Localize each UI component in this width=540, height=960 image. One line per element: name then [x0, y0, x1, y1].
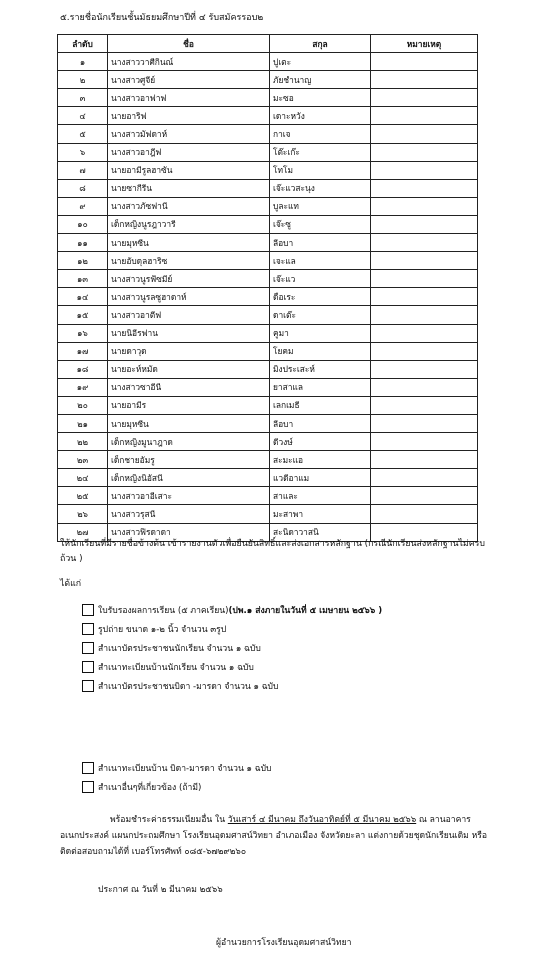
student-surname: กาเจ — [270, 125, 371, 143]
other-documents-label: สำเนาอื่นๆที่เกี่ยวข้อง (ถ้ามี) — [98, 782, 202, 793]
student-name: เด็กหญิงนิอัสนี — [108, 469, 270, 487]
row-number: ๒๕ — [58, 487, 108, 505]
student-name: นายมุหซีน — [108, 234, 270, 252]
student-remark — [371, 197, 478, 215]
student-surname: ดีวงษ์ — [270, 433, 371, 451]
student-remark — [371, 396, 478, 414]
row-number: ๒๐ — [58, 396, 108, 414]
checkbox-icon — [82, 661, 94, 673]
student-surname: ลีอบา — [270, 234, 371, 252]
checkbox-icon — [82, 604, 94, 616]
student-surname: สาและ — [270, 487, 371, 505]
parent-id-card-label: สำเนาบัตรประชาชนบิดา -มารดา จำนวน ๑ ฉบับ — [98, 681, 279, 692]
student-remark — [371, 414, 478, 432]
student-remark — [371, 324, 478, 342]
row-number: ๒ — [58, 71, 108, 89]
checkbox-icon — [82, 623, 94, 635]
row-number: ๑๒ — [58, 252, 108, 270]
student-name: นางสาวรุสนี — [108, 505, 270, 523]
student-remark — [371, 215, 478, 233]
checkbox-icon — [82, 781, 94, 793]
instruction-text: ให้นักเรียนที่มีรายชื่อข้างต้น เข้ารายงานตัวเพื่อยืนยันสิทธิ์และส่งเอกสารหลักฐาน (กรณีนักเรียนส่งหลักฐานไม่ครบถ้วน ) — [60, 539, 485, 564]
row-number: ๑๖ — [58, 324, 108, 342]
student-name: เด็กหญิงนูรฎาวารี — [108, 215, 270, 233]
student-house-registration-label: สำเนาทะเบียนบ้านนักเรียน จำนวน ๑ ฉบับ — [98, 662, 254, 673]
student-remark — [371, 469, 478, 487]
student-name: นายนิอีรฟาน — [108, 324, 270, 342]
student-name: นายมุหซีน — [108, 414, 270, 432]
student-remark — [371, 252, 478, 270]
student-surname: เจ๊ะแวสะนุง — [270, 179, 371, 197]
row-number: ๒๔ — [58, 469, 108, 487]
student-surname: บูละแท — [270, 197, 371, 215]
table-row — [58, 107, 478, 125]
student-surname: โยคม — [270, 342, 371, 360]
student-surname: มะซอ — [270, 89, 371, 107]
as-follows-label: ได้แก่ — [60, 579, 82, 589]
student-name: นางสาวอาฎีฟ — [108, 143, 270, 161]
student-remark — [371, 234, 478, 252]
header-surname: สกุล — [270, 35, 371, 53]
parent-house-registration-label: สำเนาทะเบียนบ้าน บิดา-มารดา จำนวน ๑ ฉบับ — [98, 763, 272, 774]
table-row — [58, 487, 478, 505]
student-remark — [371, 378, 478, 396]
student-name: นายซากีรีน — [108, 179, 270, 197]
checkbox-icon — [82, 642, 94, 654]
student-name: นางสาวอาฟาฟ — [108, 89, 270, 107]
header-order: ลำดับ — [58, 35, 108, 53]
row-number: ๑๓ — [58, 270, 108, 288]
student-remark — [371, 270, 478, 288]
row-number: ๑๙ — [58, 378, 108, 396]
student-remark — [371, 342, 478, 360]
student-name: นางสาวอาตีฟ — [108, 306, 270, 324]
student-surname: สะนิดาวาสนิ — [270, 523, 371, 541]
student-remark — [371, 487, 478, 505]
student-name: นางสาวนูรฟัซมีย์ — [108, 270, 270, 288]
student-id-card-label: สำเนาบัตรประชาชนนักเรียน จำนวน ๑ ฉบับ — [98, 643, 261, 654]
student-surname: คูมา — [270, 324, 371, 342]
student-remark — [371, 125, 478, 143]
transcript-deadline: (ปพ.๑ ส่งภายในวันที่ ๕ เมษายน ๒๕๖๖ ) — [228, 605, 383, 616]
student-surname: แวดีอาแม — [270, 469, 371, 487]
document-checklist — [82, 600, 502, 695]
row-number: ๒๒ — [58, 433, 108, 451]
row-number: ๑๘ — [58, 360, 108, 378]
table-row — [58, 451, 478, 469]
student-remark — [371, 505, 478, 523]
table-row — [58, 396, 478, 414]
table-body — [58, 53, 478, 542]
row-number: ๒๖ — [58, 505, 108, 523]
announcement-date: ประกาศ ณ วันที่ ๒ มีนาคม ๒๕๖๖ — [98, 885, 223, 895]
payment-paragraph — [60, 812, 490, 860]
student-surname: เจ๊ะแว — [270, 270, 371, 288]
student-surname: เจะแล — [270, 252, 371, 270]
row-number: ๒๑ — [58, 414, 108, 432]
student-surname: ดาเต๊ะ — [270, 306, 371, 324]
student-surname: สะมะแอ — [270, 451, 371, 469]
student-name: นายอาริฟ — [108, 107, 270, 125]
student-name: นางสาวนูรลซูฮาดาห์ — [108, 288, 270, 306]
table-row — [58, 179, 478, 197]
student-name: นางสาวมัฟดาห์ — [108, 125, 270, 143]
checklist-item — [82, 619, 502, 638]
student-name: เด็กหญิงมูนาฎาด — [108, 433, 270, 451]
table-row — [58, 342, 478, 360]
student-name: นายอามีร — [108, 396, 270, 414]
student-surname: ลีอบา — [270, 414, 371, 432]
student-remark — [371, 179, 478, 197]
student-name: เด็กชายอัมรู — [108, 451, 270, 469]
table-row — [58, 234, 478, 252]
row-number: ๖ — [58, 143, 108, 161]
student-surname: ยาสาแล — [270, 378, 371, 396]
table-header-row — [58, 35, 478, 53]
row-number: ๑๑ — [58, 234, 108, 252]
header-name: ชื่อ — [108, 35, 270, 53]
student-surname: โทโม — [270, 161, 371, 179]
row-number: ๕ — [58, 125, 108, 143]
student-remark — [371, 306, 478, 324]
row-number: ๔ — [58, 107, 108, 125]
student-name: นายอับดุลฮาริซ — [108, 252, 270, 270]
student-name: นายดาวุด — [108, 342, 270, 360]
table-row — [58, 143, 478, 161]
table-row — [58, 469, 478, 487]
checklist-item — [82, 676, 502, 695]
row-number: ๑๕ — [58, 306, 108, 324]
checklist-item — [82, 600, 502, 619]
header-remarks: หมายเหตุ — [371, 35, 478, 53]
table-row — [58, 215, 478, 233]
table-row — [58, 197, 478, 215]
student-remark — [371, 161, 478, 179]
student-surname: ดือเระ — [270, 288, 371, 306]
row-number: ๒๓ — [58, 451, 108, 469]
row-number: ๑๗ — [58, 342, 108, 360]
payment-details: ณ ลานอาคารอเนกประสงค์ แผนกประถมศึกษา โรงเรียนอุดมศาสน์วิทยา อำเภอเมือง จังหวัดยะลา แต่งกายด้วยชุดนักเรียนเดิม หรือติดต่อสอบถามได้ที่ เบอร์โทรศัพท์ ๐๘๕-๖๗๒๙๒๖๐ — [60, 815, 488, 857]
transcript-label: ใบรับรองผลการเรียน (๕ ภาคเรียน) — [98, 605, 229, 616]
row-number: ๙ — [58, 197, 108, 215]
row-number: ๘ — [58, 179, 108, 197]
table-row — [58, 288, 478, 306]
student-remark — [371, 107, 478, 125]
table-row — [58, 270, 478, 288]
table-row — [58, 252, 478, 270]
table-row — [58, 433, 478, 451]
row-number: ๑ — [58, 53, 108, 71]
checkbox-icon — [82, 680, 94, 692]
checklist-item — [82, 638, 502, 657]
table-row — [58, 360, 478, 378]
student-name: นายอามีรูลฮาซัน — [108, 161, 270, 179]
table-row — [58, 89, 478, 107]
table-row — [58, 505, 478, 523]
student-surname: ภัยชำนาญ — [270, 71, 371, 89]
table-row — [58, 378, 478, 396]
payment-dates: วันเสาร์ ๔ มีนาคม ถึงวันอาทิตย์ที่ ๕ มีนาคม ๒๕๖๖ — [227, 815, 417, 825]
student-remark — [371, 433, 478, 451]
student-name: นางสาวศูจีย์ — [108, 71, 270, 89]
student-surname: มิงประเสะห์ — [270, 360, 371, 378]
checkbox-icon — [82, 762, 94, 774]
student-surname: ปูเตะ — [270, 53, 371, 71]
document-checklist-continued — [82, 758, 502, 796]
table-row — [58, 53, 478, 71]
row-number: ๓ — [58, 89, 108, 107]
student-name: นางสาวซาอีนี — [108, 378, 270, 396]
student-remark — [371, 288, 478, 306]
student-name: นางสาววาศีกินณ์ — [108, 53, 270, 71]
section-heading: ๕.รายชื่อนักเรียนชั้นมัธยมศึกษาปีที่ ๔ รับสมัครรอบ๒ — [60, 13, 264, 23]
checklist-item — [82, 657, 502, 676]
student-name: นางสาวภัซฟานี — [108, 197, 270, 215]
student-surname: โต๊ะเก๊ะ — [270, 143, 371, 161]
student-remark — [371, 89, 478, 107]
table-row — [58, 414, 478, 432]
student-remark — [371, 451, 478, 469]
page-gap — [0, 695, 540, 750]
checklist-item — [82, 777, 502, 796]
signature-title: ผู้อำนวยการโรงเรียนอุดมศาสน์วิทยา — [216, 938, 352, 948]
student-remark — [371, 71, 478, 89]
photo-label: รูปถ่าย ขนาด ๑-๒ นิ้ว จำนวน ๓รูป — [98, 624, 227, 635]
student-remark — [371, 143, 478, 161]
table-row — [58, 71, 478, 89]
table-row — [58, 324, 478, 342]
student-name: นางสาวอาอีเสาะ — [108, 487, 270, 505]
row-number: ๑๔ — [58, 288, 108, 306]
row-number: ๒๗ — [58, 523, 108, 541]
student-name: นางสาวฟิรดาดา — [108, 523, 270, 541]
student-surname: เจ๊ะซู — [270, 215, 371, 233]
row-number: ๑๐ — [58, 215, 108, 233]
checklist-item — [82, 758, 502, 777]
student-surname: เลกเมธี — [270, 396, 371, 414]
student-name: นายอะห์หมัด — [108, 360, 270, 378]
table-row — [58, 161, 478, 179]
student-surname: เดาะหวัง — [270, 107, 371, 125]
row-number: ๗ — [58, 161, 108, 179]
table-row — [58, 306, 478, 324]
student-remark — [371, 53, 478, 71]
student-surname: มะสาพา — [270, 505, 371, 523]
table-row — [58, 125, 478, 143]
payment-lead: พร้อมชำระค่าธรรมเนียมอื่น ใน — [110, 815, 228, 825]
student-remark — [371, 360, 478, 378]
student-table — [57, 34, 478, 542]
